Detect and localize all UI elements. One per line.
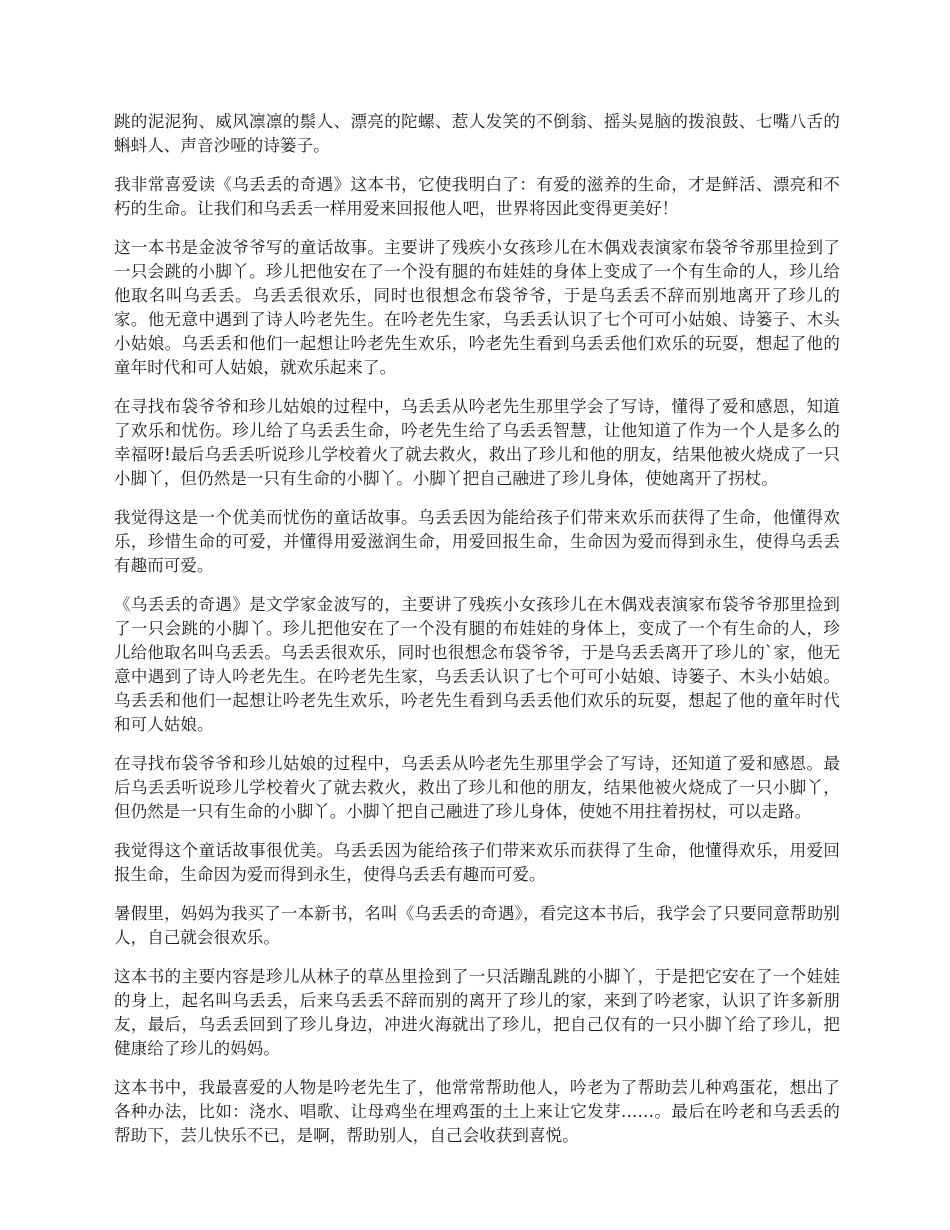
paragraph-10: 这本书的主要内容是珍儿从林子的草丛里捡到了一只活蹦乱跳的小脚丫，于是把它安在了一个娃娃的身上，起名叫乌丢丢，后来乌丢丢不辞而别的离开了珍儿的家，来到了吟老家，认识了许多新朋友，最后，乌丢丢回到了珍儿身边，冲进火海就出了珍儿，把自己仅有的一只小脚丫给了珍儿，把健康给了珍儿的妈妈。 [114, 967, 840, 1058]
paragraph-8: 我觉得这个童话故事很优美。乌丢丢因为能给孩子们带来欢乐而获得了生命，他懂得欢乐，用爱回报生命，生命因为爱而得到永生，使得乌丢丢有趣而可爱。 [114, 841, 840, 884]
document-body [114, 110, 840, 1163]
paragraph-1: 跳的泥泥狗、威风凛凛的鬃人、漂亮的陀螺、惹人发笑的不倒翁、摇头晃脑的拨浪鼓、七嘴八舌的蝌蚪人、声音沙哑的诗篓子。 [114, 112, 840, 155]
paragraph-7: 在寻找布袋爷爷和珍儿姑娘的过程中，乌丢丢从吟老先生那里学会了写诗，还知道了爱和感恩。最后乌丢丢听说珍儿学校着火了就去救火，救出了珍儿和他的朋友，结果他被火烧成了一只小脚丫，但仍然是一只有生命的小脚丫。小脚丫把自己融进了珍儿身体，使她不用拄着拐杖，可以走路。 [114, 754, 840, 821]
paragraph-5: 我觉得这是一个优美而忧伤的童话故事。乌丢丢因为能给孩子们带来欢乐而获得了生命，他懂得欢乐，珍惜生命的可爱，并懂得用爱滋润生命，用爱回报生命，生命因为爱而得到永生，使得乌丢丢有趣而可爱。 [114, 508, 840, 575]
paragraph-6: 《乌丢丢的奇遇》是文学家金波写的，主要讲了残疾小女孩珍儿在木偶戏表演家布袋爷爷那里捡到了一只会跳的小脚丫。珍儿把他安在了一个没有腿的布娃娃的身体上，变成了一个有生命的人，珍儿给他取名叫乌丢丢。乌丢丢很欢乐，同时也很想念布袋爷爷，于是乌丢丢离开了珍儿的`家，他无意中遇到了诗人吟老先生。在吟老先生家，乌丢丢认识了七个可可小姑娘、诗篓子、木头小姑娘。乌丢丢和他们一起想让吟老先生欢乐，吟老先生看到乌丢丢他们欢乐的玩耍，想起了他的童年时代和可人姑娘。 [114, 595, 840, 734]
paragraph-3: 这一本书是金波爷爷写的童话故事。主要讲了残疾小女孩珍儿在木偶戏表演家布袋爷爷那里捡到了一只会跳的小脚丫。珍儿把他安在了一个没有腿的布娃娃的身体上变成了一个有生命的人，珍儿给他取名叫乌丢丢。乌丢丢很欢乐，同时也很想念布袋爷爷，于是乌丢丢不辞而别地离开了珍儿的家。他无意中遇到了诗人吟老先生。在吟老先生家，乌丢丢认识了七个可可小姑娘、诗篓子、木头小姑娘。乌丢丢和他们一起想让吟老先生欢乐，吟老先生看到乌丢丢他们欢乐的玩耍，想起了他的童年时代和可人姑娘，就欢乐起来了。 [114, 238, 840, 377]
paragraph-2: 我非常喜爱读《乌丢丢的奇遇》这本书，它使我明白了：有爱的滋养的生命，才是鲜活、漂亮和不朽的生命。让我们和乌丢丢一样用爱来回报他人吧，世界将因此变得更美好！ [114, 175, 840, 218]
paragraph-11: 这本书中，我最喜爱的人物是吟老先生了，他常常帮助他人，吟老为了帮助芸儿种鸡蛋花，想出了各种办法，比如：浇水、唱歌、让母鸡坐在埋鸡蛋的土上来让它发芽……。最后在吟老和乌丢丢的帮助下，芸儿快乐不已，是啊，帮助别人，自己会收获到喜悦。 [114, 1078, 840, 1145]
paragraph-9: 暑假里，妈妈为我买了一本新书，名叫《乌丢丢的奇遇》，看完这本书后，我学会了只要同意帮助别人，自己就会很欢乐。 [114, 904, 840, 947]
paragraph-4: 在寻找布袋爷爷和珍儿姑娘的过程中，乌丢丢从吟老先生那里学会了写诗，懂得了爱和感恩，知道了欢乐和忧伤。珍儿给了乌丢丢生命，吟老先生给了乌丢丢智慧，让他知道了作为一个人是多么的幸福呀!最后乌丢丢听说珍儿学校着火了就去救火，救出了珍儿和他的朋友，结果他被火烧成了一只小脚丫，但仍然是一只有生命的小脚丫。小脚丫把自己融进了珍儿身体，使她离开了拐杖。 [114, 397, 840, 488]
